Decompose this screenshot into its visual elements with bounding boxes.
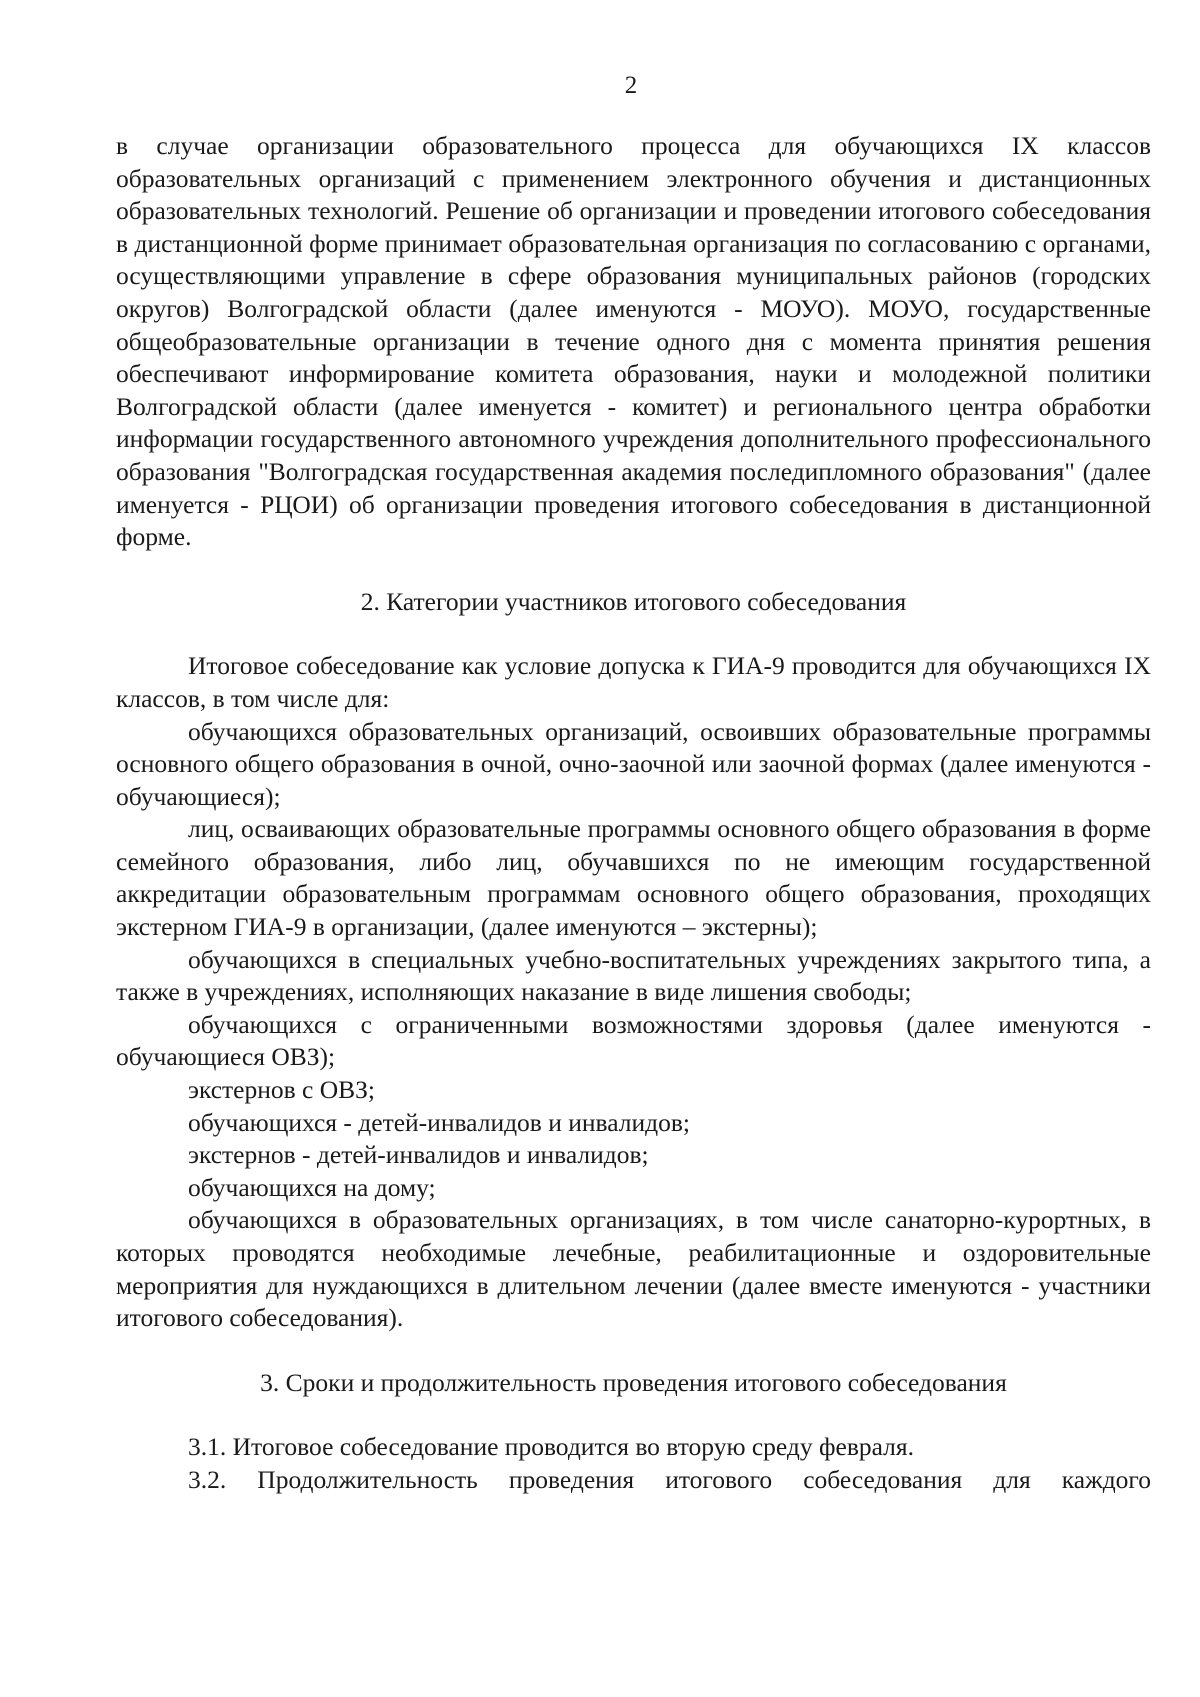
section-2-heading: 2. Категории участников итогового собеседования: [360, 586, 907, 616]
section-2-list-item: обучающихся в образовательных организациях, в том числе санаторно-курортных, в которых проводятся необходимые лечебные, реабилитационные и оздоровительные мероприятия для нуждающихся в длительном лечении (далее вместе именуются - участники итогового собеседования).: [116, 1205, 1151, 1333]
intro-paragraph: в случае организации образовательного процесса для обучающихся IX классов образовательных организаций с применением электронного обучения и дистанционных образовательных технологий. Решение об организации и проведении итогового собеседования в дистанционной форме принимает образовательная организация по согласованию с органами, осуществляющими управление в сфере образования муниципальных районов (городских округов) Волгоградской области (далее именуются - МОУО). МОУО, государственные общеобразовательные организации в течение одного дня с момента принятия решения обеспечивают информирование комитета образования, науки и молодежной политики Волгоградской области (далее именуется - комитет) и регионального центра обработки информации государственного автономного учреждения дополнительного профессионального образования "Волгоградская государственная академия последипломного образования" (далее именуется - РЦОИ) об организации проведения итогового собеседования в дистанционной форме.: [116, 131, 1151, 552]
document-body: [116, 130, 1151, 1497]
section-2-paragraph: Итоговое собеседование как условие допуска к ГИА-9 проводится для обучающихся IX классов, в том числе для:: [116, 651, 1151, 713]
section-3-paragraph: 3.1. Итоговое собеседование проводится во вторую среду февраля.: [188, 1432, 915, 1462]
section-2-list-item: экстернов с ОВЗ;: [188, 1075, 376, 1105]
section-2-list-item: обучающихся в специальных учебно-воспитательных учреждениях закрытого типа, а также в учреждениях, исполняющих наказание в виде лишения свободы;: [116, 944, 1151, 1007]
section-2-list-item: обучающихся образовательных организаций, освоивших образовательные программы основного общего образования в очной, очно-заочной или заочной формах (далее именуются - обучающиеся);: [116, 716, 1151, 811]
section-2-list-item: обучающихся с ограниченными возможностями здоровья (далее именуются - обучающиеся ОВЗ);: [116, 1009, 1151, 1072]
section-2-list-item: обучающихся - детей-инвалидов и инвалидов;: [188, 1107, 691, 1137]
section-2-list-item: экстернов - детей-инвалидов и инвалидов;: [188, 1140, 649, 1170]
page-number: 2: [624, 72, 638, 99]
section-3-paragraph: 3.2. Продолжительность проведения итогового собеседования для каждого: [188, 1464, 1151, 1494]
section-3-heading: 3. Сроки и продолжительность проведения итогового собеседования: [260, 1367, 1007, 1397]
section-2-list-item: обучающихся на дому;: [188, 1172, 436, 1202]
section-2-list-item: лиц, осваивающих образовательные программы основного общего образования в форме семейного образования, либо лиц, обучавшихся по не имеющим государственной аккредитации образовательным программам основного общего образования, проходящих экстерном ГИА-9 в организации, (далее именуются – экстерны);: [116, 814, 1151, 942]
